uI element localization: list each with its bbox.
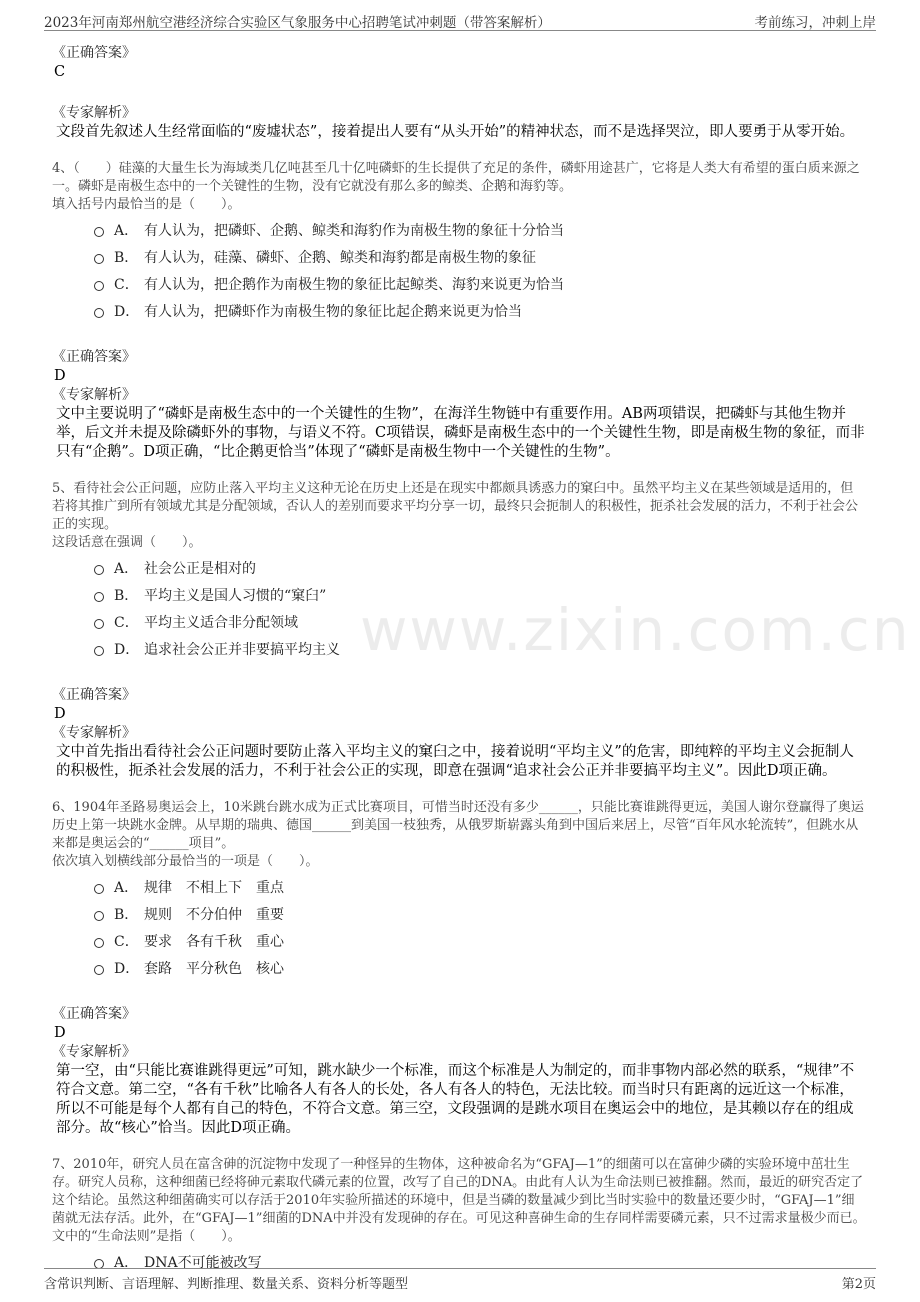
radio-icon[interactable] xyxy=(94,565,104,575)
explain-label: 《专家解析》 xyxy=(52,1044,136,1060)
q3-explain: 文段首先叙述人生经常面临的“废墟状态”，接着提出人要有“从头开始”的精神状态，而不是选择哭泣，即人要勇于从零开始。 xyxy=(56,124,855,140)
q5-option-c[interactable]: C． 平均主义适合非分配领域 xyxy=(52,610,866,637)
q3-answer: C xyxy=(54,64,66,80)
watermark: www.zixin.com.cn xyxy=(360,596,911,664)
q6-options xyxy=(52,875,866,983)
q6-option-d[interactable]: D． 套路 平分秋色 核心 xyxy=(52,956,866,983)
radio-icon[interactable] xyxy=(94,646,104,656)
radio-icon[interactable] xyxy=(94,884,104,894)
answer-label: 《正确答案》 xyxy=(52,1006,136,1022)
q6-stem: 6、1904年圣路易奥运会上，10米跳台跳水成为正式比赛项目，可惜当时还没有多少______，只能比赛谁跳得更远，美国人谢尔登赢得了奥运历史上第一块跳水金牌。从早期的瑞典、德国______到美国一枝独秀，从俄罗斯崭露头角到中国后来居上，尽管“百年风水轮流转”，但跳水从来都是奥运会的“______项目”。 xyxy=(52,800,864,851)
page-content xyxy=(52,44,866,1277)
q5-ask: 这段话意在强调（ ）。 xyxy=(52,535,202,550)
radio-icon[interactable] xyxy=(94,938,104,948)
radio-icon[interactable] xyxy=(94,911,104,921)
radio-icon[interactable] xyxy=(94,965,104,975)
page-footer xyxy=(44,1268,876,1293)
q5-explain: 文中首先指出看待社会公正问题时要防止落入平均主义的窠臼之中，接着说明“平均主义”的危害，即纯粹的平均主义会扼制人的积极性，扼杀社会发展的活力，不利于社会公正的实现，即意在强调“追求社会公正并非要搞平均主义”。因此D项正确。 xyxy=(56,744,854,779)
q6-option-c[interactable]: C． 要求 各有千秋 重心 xyxy=(52,929,866,956)
q6-ask: 依次填入划横线部分最恰当的一项是（ ）。 xyxy=(52,854,319,869)
explain-label: 《专家解析》 xyxy=(52,105,136,121)
q4-ask: 填入括号内最恰当的是（ ）。 xyxy=(52,197,241,212)
page-number: 第2页 xyxy=(841,1277,876,1292)
q5-answer: D xyxy=(54,706,66,722)
footer-topics: 含常识判断、言语理解、判断推理、数量关系、资料分析等题型 xyxy=(44,1277,409,1292)
answer-label: 《正确答案》 xyxy=(52,687,136,703)
radio-icon[interactable] xyxy=(94,308,104,318)
explain-label: 《专家解析》 xyxy=(52,387,136,403)
q4-option-d[interactable]: D． 有人认为，把磷虾作为南极生物的象征比起企鹅来说更为恰当 xyxy=(52,299,866,326)
q5-stem: 5、看待社会公正问题，应防止落入平均主义这种无论在历史上还是在现实中都颇具诱惑力的窠臼中。虽然平均主义在某些领域是适用的，但若将其推广到所有领域尤其是分配领域，否认人的差别而要求平均分享一切，最终只会扼制人的积极性，扼杀社会发展的活力，不利于社会公正的实现。 xyxy=(52,481,859,532)
q4-explain: 文中主要说明了“磷虾是南极生态中的一个关键性的生物”，在海洋生物链中有重要作用。AB两项错误，把磷虾与其他生物并举，后文并未提及除磷虾外的事物，与语义不符。C项错误，磷虾是南极生态中的一个关键性生物，即是南极生物的象征，而非只有“企鹅”。D项正确，“比企鹅更恰当”体现了“磷虾是南极生物中一个关键性的生物”。 xyxy=(56,406,865,460)
radio-icon[interactable] xyxy=(94,619,104,629)
q4-stem: 4、（ ）硅藻的大量生长为海域类几亿吨甚至几十亿吨磷虾的生长提供了充足的条件，磷虾用途甚广，它将是人类大有希望的蛋白质来源之一。磷虾是南极生态中的一个关键性的生物，没有它就没有那么多的鲸类、企鹅和海豹等。 xyxy=(52,161,860,194)
q5-option-a[interactable]: A． 社会公正是相对的 xyxy=(52,556,866,583)
q7-stem: 7、2010年，研究人员在富含砷的沉淀物中发现了一种怪异的生物体，这种被命名为“GFAJ—1”的细菌可以在富砷少磷的实验环境中茁壮生存。研究人员称，这种细菌已经将砷元素取代磷元素的位置，改写了自己的DNA。由此有人认为生命法则已被推翻。然而，最近的研究否定了这个结论。虽然这种细菌确实可以存活于2010年实验所描述的环境中，但是当磷的数量减少到比当时实验中的数量还要少时，“GFAJ—1”细菌就无法存活。此外，在“GFAJ—1”细菌的DNA中并没有发现砷的存在。可见这种喜砷生命的生存同样需要磷元素，只不过需求量极少而已。 xyxy=(52,1157,866,1226)
radio-icon[interactable] xyxy=(94,254,104,264)
radio-icon[interactable] xyxy=(94,592,104,602)
q4-answer: D xyxy=(54,368,66,384)
q4-option-c[interactable]: C． 有人认为，把企鹅作为南极生物的象征比起鲸类、海豹来说更为恰当 xyxy=(52,272,866,299)
q4-option-a[interactable]: A． 有人认为，把磷虾、企鹅、鲸类和海豹作为南极生物的象征十分恰当 xyxy=(52,218,866,245)
q6-option-b[interactable]: B． 规则 不分伯仲 重要 xyxy=(52,902,866,929)
q4-options xyxy=(52,218,866,326)
q6-explain: 第一空，由“只能比赛谁跳得更远”可知，跳水缺少一个标准，而这个标准是人为制定的，而非事物内部必然的联系，“规律”不符合文意。第二空，“各有千秋”比喻各人有各人的长处，各人有各人的特色，无法比较。而当时只有距离的远近这一个标准，所以不可能是每个人都有自己的特色，不符合文意。第三空，文段强调的是跳水项目在奥运会中的地位，是其赖以存在的组成部分。故“核心”恰当。因此D项正确。 xyxy=(56,1063,855,1136)
radio-icon[interactable] xyxy=(94,227,104,237)
answer-label: 《正确答案》 xyxy=(52,45,136,61)
page-header xyxy=(44,8,876,31)
radio-icon[interactable] xyxy=(94,281,104,291)
document-title: 2023年河南郑州航空港经济综合实验区气象服务中心招聘笔试冲刺题（带答案解析） xyxy=(44,15,551,31)
explain-label: 《专家解析》 xyxy=(52,725,136,741)
q7-ask: 文中的“生命法则”是指（ ）。 xyxy=(52,1229,241,1244)
q7-option-a[interactable]: A． DNA不可能被改写 xyxy=(52,1250,866,1277)
q5-option-b[interactable]: B． 平均主义是国人习惯的“窠臼” xyxy=(52,583,866,610)
answer-label: 《正确答案》 xyxy=(52,349,136,365)
q6-answer: D xyxy=(54,1025,66,1041)
q4-option-b[interactable]: B． 有人认为，硅藻、磷虾、企鹅、鲸类和海豹都是南极生物的象征 xyxy=(52,245,866,272)
q5-option-d[interactable]: D． 追求社会公正并非要搞平均主义 xyxy=(52,637,866,664)
header-slogan: 考前练习，冲刺上岸 xyxy=(754,15,876,31)
q5-options xyxy=(52,556,866,664)
q6-option-a[interactable]: A． 规律 不相上下 重点 xyxy=(52,875,866,902)
